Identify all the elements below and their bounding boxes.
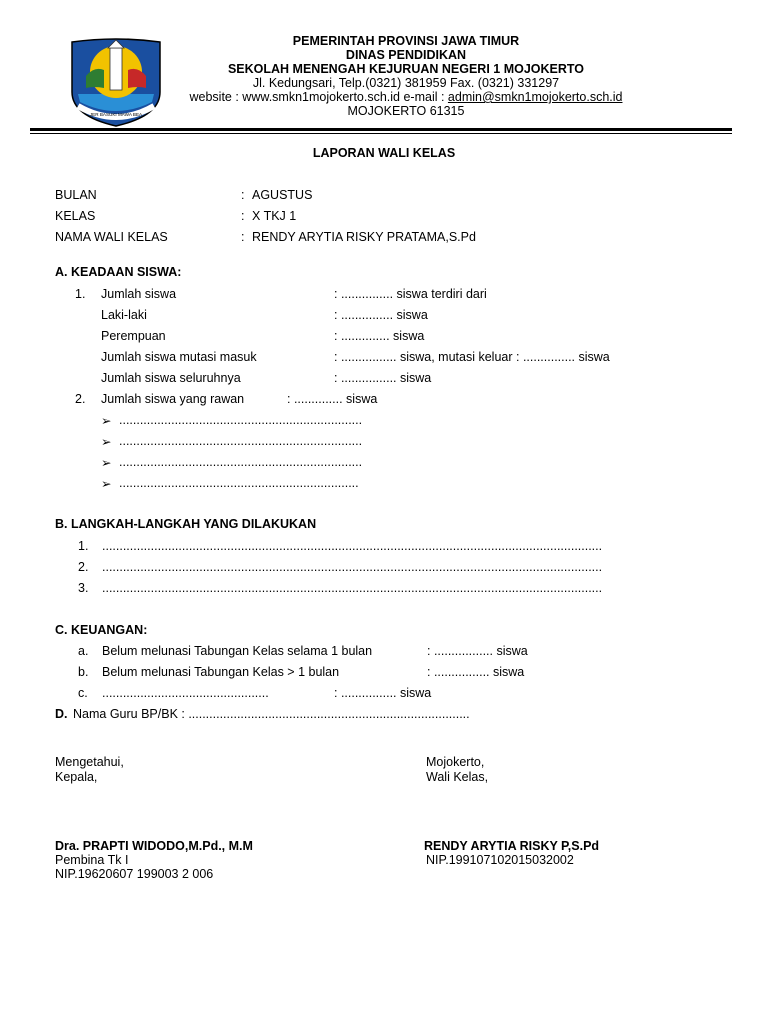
section-b-number: 3. bbox=[78, 581, 89, 595]
section-c-letter: b. bbox=[78, 665, 89, 679]
header-department: DINAS PENDIDIKAN bbox=[345, 48, 467, 62]
section-a-row-label: Laki-laki bbox=[101, 308, 147, 322]
section-b-heading: B. LANGKAH-LANGKAH YANG DILAKUKAN bbox=[55, 517, 317, 531]
sign-left-title: Kepala, bbox=[55, 770, 98, 784]
info-label-kelas: KELAS bbox=[55, 209, 96, 223]
section-a-number-1: 1. bbox=[75, 287, 86, 301]
sign-left-known: Mengetahui, bbox=[55, 755, 124, 769]
section-a-row-label: Jumlah siswa seluruhnya bbox=[101, 371, 241, 385]
sign-left-rank: Pembina Tk I bbox=[55, 853, 129, 867]
section-b-line: ................................................................................................................................................ bbox=[102, 560, 603, 574]
section-a-row-label: Jumlah siswa mutasi masuk bbox=[101, 350, 257, 364]
section-a-number-2: 2. bbox=[75, 392, 86, 406]
arrow-bullet-icon: ➢ bbox=[101, 456, 112, 470]
header-website: website : www.smkn1mojokerto.sch.id e-mail : bbox=[189, 90, 448, 104]
sign-right-city: Mojokerto, bbox=[426, 755, 485, 769]
arrow-bullet-icon: ➢ bbox=[101, 435, 112, 449]
info-label-bulan: BULAN bbox=[55, 188, 97, 202]
section-b-number: 1. bbox=[78, 539, 89, 553]
sign-left-nip: NIP.19620607 199003 2 006 bbox=[55, 867, 214, 881]
section-c-text: Belum melunasi Tabungan Kelas selama 1 bulan bbox=[102, 644, 373, 658]
header-government: PEMERINTAH PROVINSI JAWA TIMUR bbox=[292, 34, 520, 48]
header-email-link[interactable]: admin@smkn1mojokerto.sch.id bbox=[447, 90, 623, 104]
section-a-row-value: : ................ siswa bbox=[334, 371, 432, 385]
sign-right-name: RENDY ARYTIA RISKY P,S.Pd bbox=[424, 839, 600, 853]
bullet-line: ...................................................................... bbox=[119, 455, 363, 469]
header-divider-thin bbox=[30, 133, 732, 134]
info-value-wali: RENDY ARYTIA RISKY PRATAMA,S.Pd bbox=[252, 230, 476, 244]
section-a-row-value: : ............... siswa terdiri dari bbox=[334, 287, 487, 301]
section-c-value: : ................. siswa bbox=[427, 644, 528, 658]
section-c-text: Belum melunasi Tabungan Kelas > 1 bulan bbox=[102, 665, 340, 679]
info-colon: : bbox=[241, 230, 245, 244]
section-a-row-value: : .............. siswa bbox=[334, 329, 425, 343]
bullet-line: ..................................................................... bbox=[119, 476, 359, 490]
page-title: LAPORAN WALI KELAS bbox=[312, 146, 456, 160]
arrow-bullet-icon: ➢ bbox=[101, 477, 112, 491]
info-value-bulan: AGUSTUS bbox=[252, 188, 313, 202]
section-c-letter: a. bbox=[78, 644, 89, 658]
section-c-letter: c. bbox=[78, 686, 88, 700]
east-java-emblem-logo bbox=[64, 36, 168, 128]
arrow-bullet-icon: ➢ bbox=[101, 414, 112, 428]
section-a-rawan-value: : .............. siswa bbox=[287, 392, 378, 406]
bullet-line: ...................................................................... bbox=[119, 413, 363, 427]
section-d-letter: D. bbox=[55, 707, 68, 721]
header-city: MOJOKERTO 61315 bbox=[347, 104, 465, 118]
section-c-heading: C. KEUANGAN: bbox=[55, 623, 148, 637]
header-address: Jl. Kedungsari, Telp.(0321) 381959 Fax. (0321) 331297 bbox=[252, 76, 560, 90]
section-b-line: ................................................................................................................................................ bbox=[102, 539, 603, 553]
section-a-row-label: Jumlah siswa bbox=[101, 287, 177, 301]
section-b-line: ................................................................................................................................................ bbox=[102, 581, 603, 595]
info-colon: : bbox=[241, 188, 245, 202]
sign-right-nip: NIP.199107102015032002 bbox=[426, 853, 574, 867]
section-c-text: ................................................ bbox=[102, 686, 269, 700]
header-contact bbox=[180, 90, 632, 104]
section-a-rawan-label: Jumlah siswa yang rawan bbox=[101, 392, 245, 406]
header-divider bbox=[30, 128, 732, 131]
section-c-value: : ................ siswa bbox=[427, 665, 525, 679]
info-value-kelas: X TKJ 1 bbox=[252, 209, 297, 223]
sign-right-title: Wali Kelas, bbox=[426, 770, 489, 784]
section-a-heading: A. KEADAAN SISWA: bbox=[55, 265, 182, 279]
section-b-number: 2. bbox=[78, 560, 89, 574]
sign-left-name: Dra. PRAPTI WIDODO,M.Pd., M.M bbox=[55, 839, 253, 853]
info-colon: : bbox=[241, 209, 245, 223]
info-label-wali: NAMA WALI KELAS bbox=[55, 230, 168, 244]
section-c-value: : ................ siswa bbox=[334, 686, 432, 700]
logo-motto-text: JER BASUKI MAWA BEA bbox=[89, 112, 143, 117]
section-a-row-value: : ............... siswa bbox=[334, 308, 428, 322]
header-school: SEKOLAH MENENGAH KEJURUAN NEGERI 1 MOJOKERTO bbox=[227, 62, 585, 76]
bullet-line: ...................................................................... bbox=[119, 434, 363, 448]
section-a-row-label: Perempuan bbox=[101, 329, 166, 343]
section-d-text: Nama Guru BP/BK : ................................................................................. bbox=[73, 707, 470, 721]
section-a-row-value: : ................ siswa, mutasi keluar : ............... siswa bbox=[334, 350, 610, 364]
